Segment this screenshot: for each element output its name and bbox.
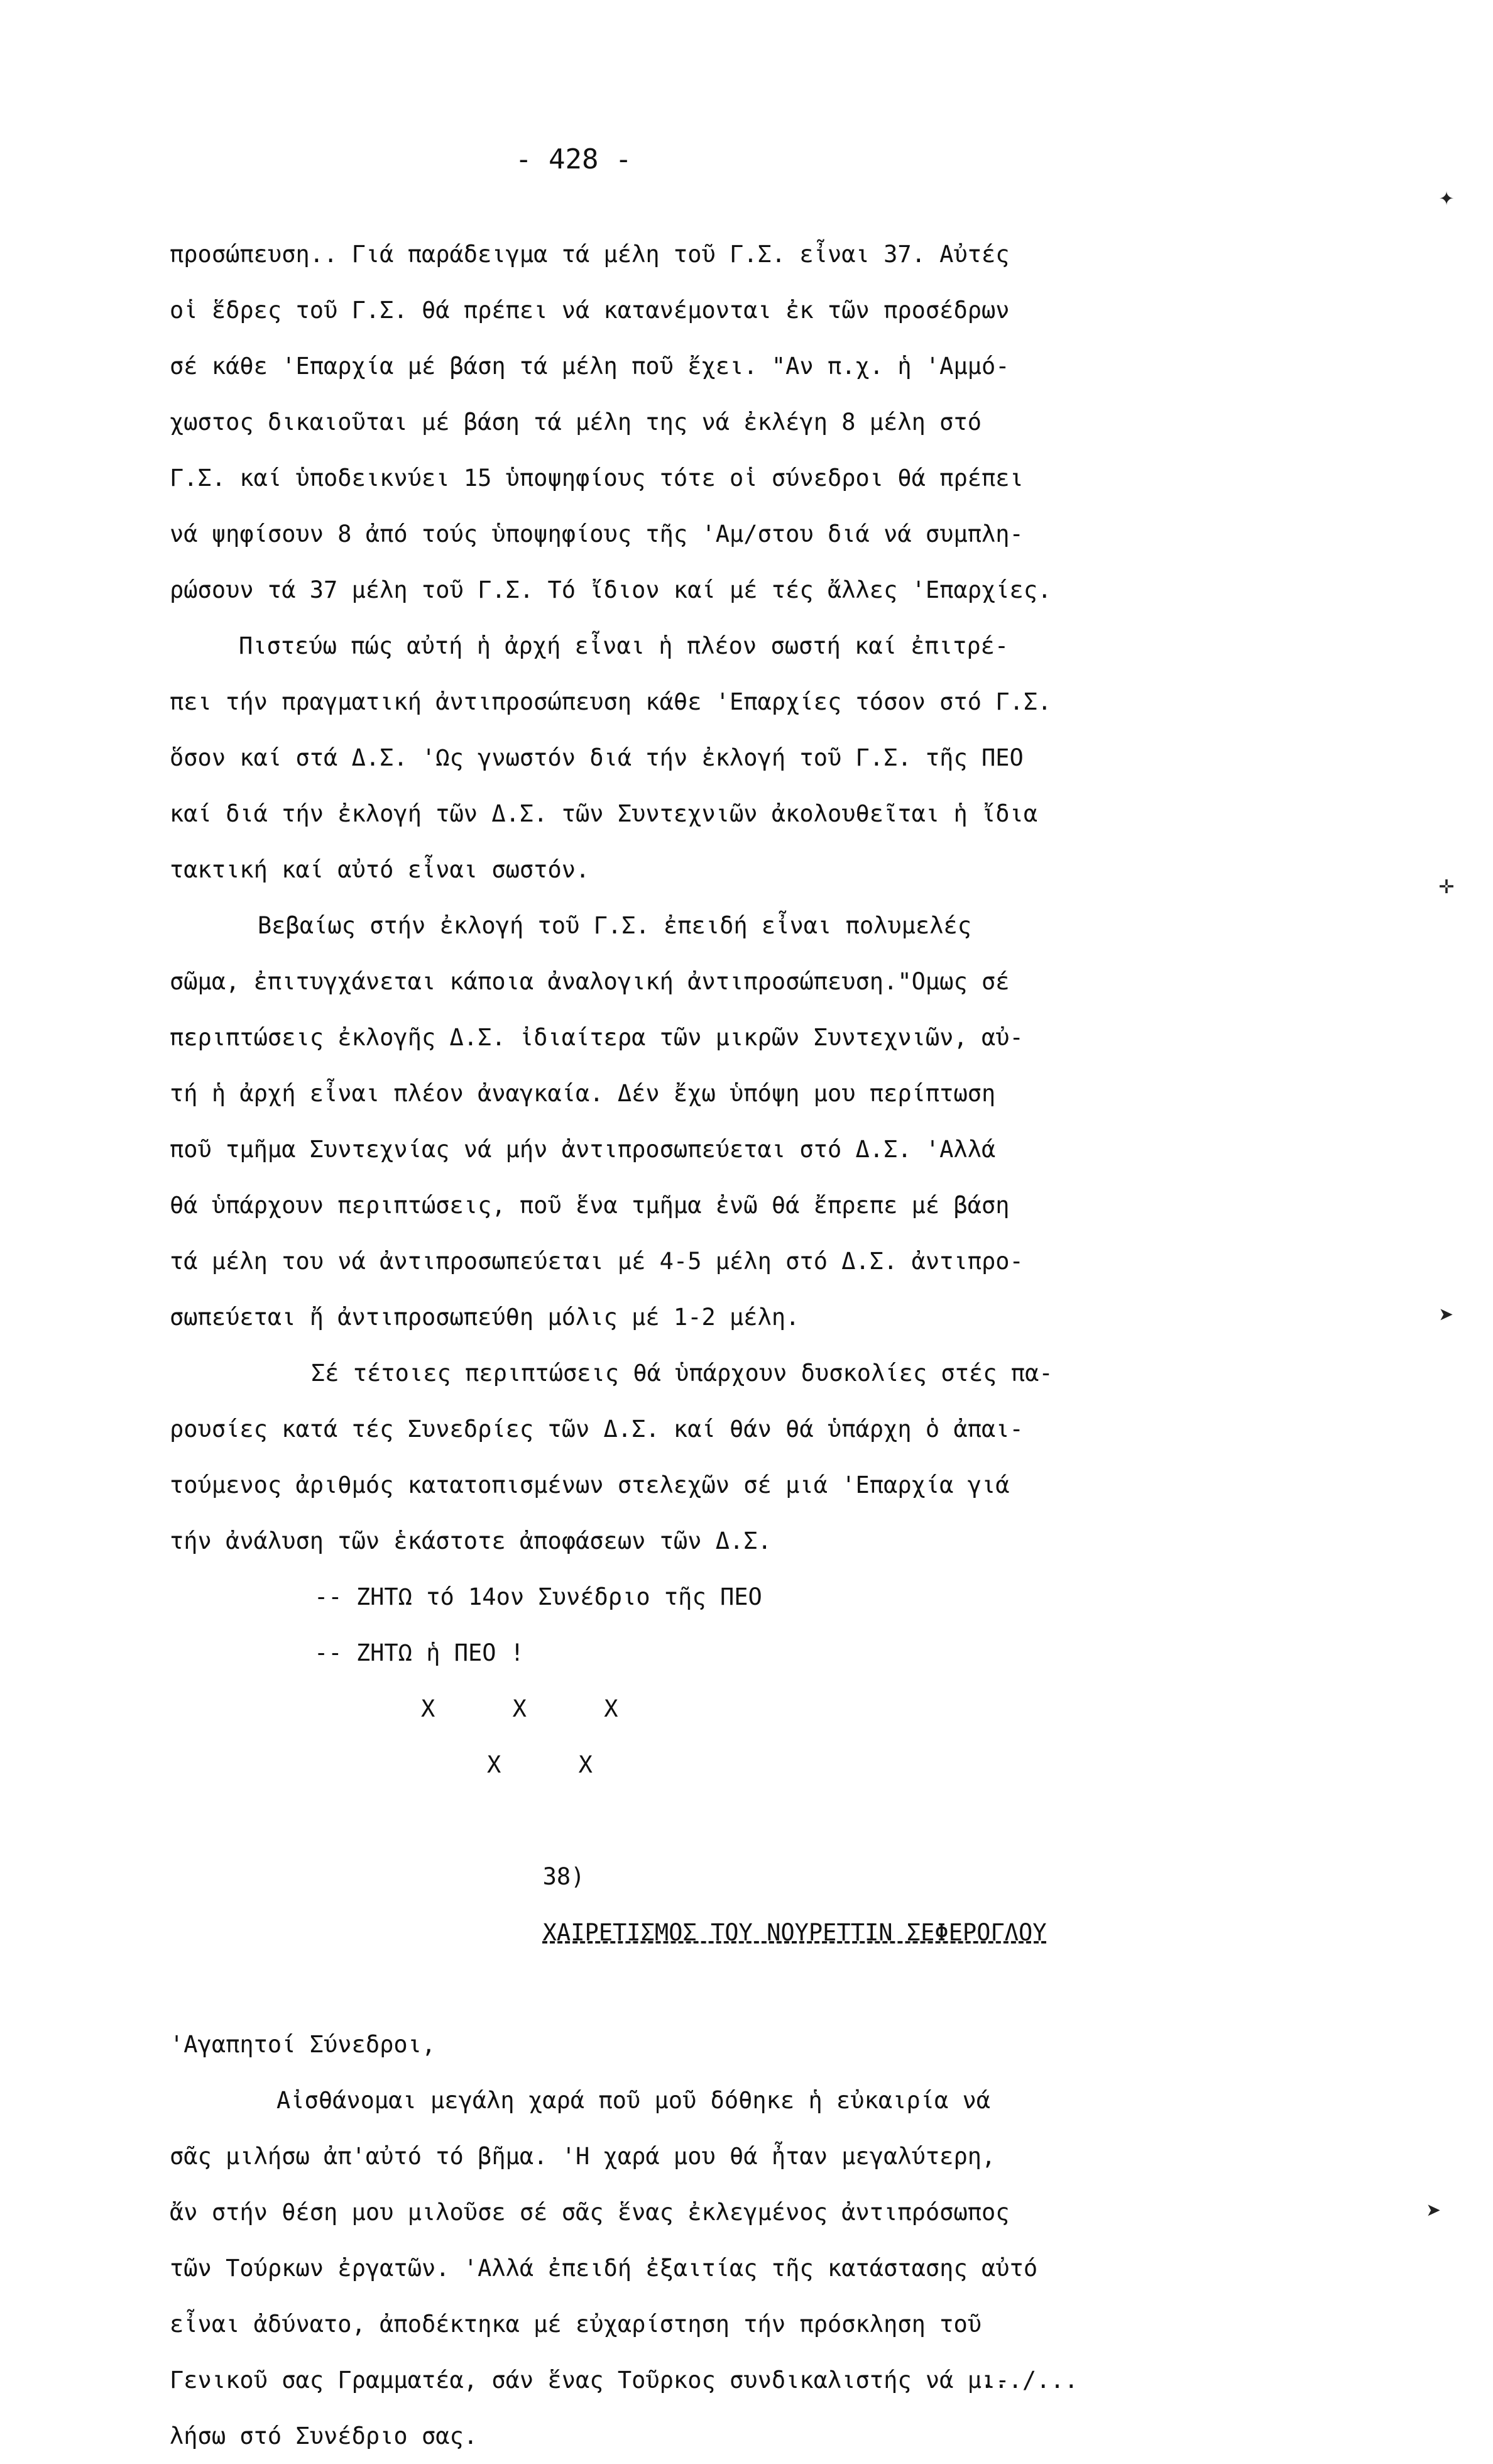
margin-mark-icon: ✦ [1439,182,1455,211]
text-line: τήν ἀνάλυση τῶν ἑκάστοτε ἀποφάσεων τῶν Δ.Σ. [170,1527,772,1554]
separator-row: X X X [421,1695,620,1722]
text-line: σᾶς μιλήσω ἀπ'αὐτό τό βῆμα. 'Η χαρά μου θά ἦταν μεγαλύτερη, [170,2143,996,2170]
text-line: σῶμα, ἐπιτυγχάνεται κάποια ἀναλογική ἀντιπροσώπευση."Ομως σέ [170,968,1010,995]
text-line: Πιστεύω πώς αὐτή ἡ ἀρχή εἶναι ἡ πλέον σωστή καί ἐπιτρέ- [239,632,1009,659]
paragraph-3 [170,898,1238,1345]
text-line: καί διά τήν ἐκλογή τῶν Δ.Σ. τῶν Συντεχνιῶν ἀκολουθεῖται ἡ ἴδια [170,800,1038,827]
text-line: Αἰσθάνομαι μεγάλη χαρά ποῦ μοῦ δόθηκε ἡ εὐκαιρία νά [276,2087,991,2114]
text-line: Γ.Σ. καί ὑποδεικνύει 15 ὑποψηφίους τότε οἱ σύνεδροι θά πρέπει [170,465,1024,492]
separator [170,1681,1238,1793]
text-line: ἄν στήν θέση μου μιλοῦσε σέ σᾶς ἕνας ἐκλεγμένος ἀντιπρόσωπος [170,2199,1010,2226]
paragraph-2 [170,618,1238,898]
text-line: πει τήν πραγματική ἀντιπροσώπευση κάθε 'Επαρχίες τόσον στό Γ.Σ. [170,688,1052,715]
slogans [170,1569,1238,1681]
slogan-line: -- ΖΗΤΩ ἡ ΠΕΟ ! [314,1639,525,1666]
text-line: τούμενος ἀριθμός κατατοπισμένων στελεχῶν σέ μιά 'Επαρχία γιά [170,1471,1010,1499]
text-line: τά μέλη του νά ἀντιπροσωπεύεται μέ 4-5 μέλη στό Δ.Σ. ἀντιπρο- [170,1248,1024,1275]
separator-row: X X [487,1751,594,1778]
text-line: προσώπευση.. Γιά παράδειγμα τά μέλη τοῦ Γ.Σ. εἶναι 37. Αὐτές [170,241,1010,268]
page-number: - 428 - [515,143,632,175]
text-line: ρουσίες κατά τές Συνεδρίες τῶν Δ.Σ. καί θάν θά ὑπάρχη ὁ ἀπαι- [170,1416,1024,1443]
section-heading [459,1793,1238,2016]
margin-mark-icon: ➤ [1426,2197,1442,2226]
section-number: 38) [542,1863,585,1890]
text-line: τακτική καί αὐτό εἶναι σωστόν. [170,856,590,883]
speech-paragraph [170,2072,1238,2464]
paragraph-1 [170,226,1238,618]
margin-mark-icon: ➤ [1439,1301,1455,1330]
text-line: Γενικοῦ σας Γραμματέα, σάν ἕνας Τοῦρκος συνδικαλιστής νά μι- [170,2367,1010,2394]
paragraph-4 [170,1345,1238,1569]
text-line: θά ὑπάρχουν περιπτώσεις, ποῦ ἕνα τμῆμα ἐνῶ θά ἔπρεπε μέ βάση [170,1192,1010,1219]
text-line: περιπτώσεις ἐκλογῆς Δ.Σ. ἰδιαίτερα τῶν μικρῶν Συντεχνιῶν, αὐ- [170,1024,1024,1051]
text-line: οἱ ἕδρες τοῦ Γ.Σ. θά πρέπει νά κατανέμονται ἐκ τῶν προσέδρων [170,297,1010,324]
text-line: λήσω στό Συνέδριο σας. [170,2423,478,2450]
text-line: χωστος δικαιοῦται μέ βάση τά μέλη της νά ἐκλέγη 8 μέλη στό [170,409,982,436]
text-line: ποῦ τμῆμα Συντεχνίας νά μήν ἀντιπροσωπεύεται στό Δ.Σ. 'Αλλά [170,1136,996,1163]
text-line: εἶναι ἀδύνατο, ἀποδέκτηκα μέ εὐχαρίστηση τήν πρόσκληση τοῦ [170,2311,982,2338]
text-line: τή ἡ ἀρχή εἶναι πλέον ἀναγκαία. Δέν ἔχω ὑπόψη μου περίπτωση [170,1080,996,1107]
text-line: ὅσον καί στά Δ.Σ. 'Ως γνωστόν διά τήν ἐκλογή τοῦ Γ.Σ. τῆς ΠΕΟ [170,744,1024,771]
text-line: τῶν Τούρκων ἐργατῶν. 'Αλλά ἐπειδή ἐξαιτίας τῆς κατάστασης αὐτό [170,2255,1038,2282]
text-line: σωπεύεται ἤ ἀντιπροσωπεύθη μόλις μέ 1-2 μέλη. [170,1304,800,1331]
text-line: σέ κάθε 'Επαρχία μέ βάση τά μέλη ποῦ ἔχει. "Αν π.χ. ἡ 'Αμμό- [170,353,1010,380]
slogan-line: -- ΖΗΤΩ τό 14ον Συνέδριο τῆς ΠΕΟ [314,1583,762,1610]
text-line: ρώσουν τά 37 μέλη τοῦ Γ.Σ. Τό ἴδιον καί μέ τές ἄλλες 'Επαρχίες. [170,576,1052,603]
text-line: νά ψηφίσουν 8 ἀπό τούς ὑποψηφίους τῆς 'Αμ/στου διά νά συμπλη- [170,520,1024,547]
margin-mark-icon: ✛ [1439,871,1455,899]
text-line: Βεβαίως στήν ἐκλογή τοῦ Γ.Σ. ἐπειδή εἶναι πολυμελές [258,912,972,939]
section-title: ΧΑΙΡΕΤΙΣΜΟΣ ΤΟΥ ΝΟΥΡΕΤΤΙΝ ΣΕΦΕΡΟΓΛΟΥ [542,1919,1047,1946]
greeting: 'Αγαπητοί Σύνεδροι, [170,2031,436,2058]
continuation-mark: .../... [980,2367,1078,2394]
text-line: Σέ τέτοιες περιπτώσεις θά ὑπάρχουν δυσκολίες στές πα- [311,1360,1053,1387]
body-text [170,226,1238,2464]
